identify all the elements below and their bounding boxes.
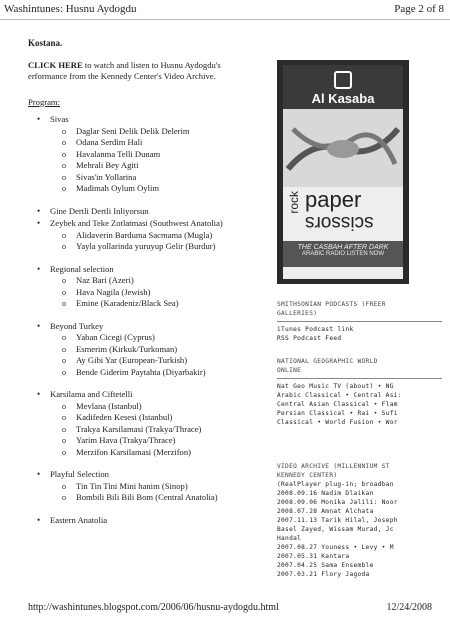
program-section [28, 114, 260, 195]
program-section [28, 321, 260, 379]
song-item [50, 183, 260, 195]
program-section [28, 206, 260, 218]
video-archive-line[interactable]: 2008.09.16 Nadim Dlaikan [277, 490, 374, 497]
song-title: Sivas'in Yollarina [76, 171, 137, 182]
hands-illustration-icon [283, 109, 403, 187]
song-list [50, 230, 260, 253]
song-item [50, 137, 260, 149]
circle-bullet-icon: o [62, 184, 66, 193]
video-archive-section [277, 462, 442, 579]
video-archive-line[interactable]: Handal [277, 535, 302, 542]
song-item [50, 275, 260, 287]
post-body [28, 38, 260, 527]
song-list [50, 332, 260, 378]
circle-bullet-icon: o [62, 138, 66, 147]
intro-text: to watch and listen to Husnu Aydogdu's erformance from the Kennedy Center's Video Archive. [28, 59, 221, 81]
song-item [50, 355, 260, 367]
song-title: Trakya Karsilamasi (Trakya/Thrace) [76, 423, 202, 434]
song-item [50, 367, 260, 379]
song-item [50, 435, 260, 447]
song-title: Merzifon Karsilamasi (Merzifon) [76, 446, 192, 457]
circle-bullet-icon: o [62, 242, 66, 251]
video-archive-line[interactable]: (RealPlayer plug-in; broadban [277, 481, 394, 488]
song-kostana: Kostana. [28, 38, 63, 48]
ad-paper-word: paper [305, 187, 362, 212]
circle-bullet-icon: o [62, 367, 66, 377]
program-section-title: Beyond Turkey [50, 320, 104, 331]
program-section [28, 515, 260, 527]
program-section-title: Eastern Anatolia [50, 514, 108, 525]
song-title: Madimah Oylum Oylim [76, 183, 160, 193]
section-gap [28, 459, 260, 469]
section-gap [28, 311, 260, 321]
circle-bullet-icon: o [62, 344, 66, 354]
bullet-icon: • [37, 389, 41, 399]
bullet-icon: • [37, 114, 41, 124]
video-archive-line[interactable]: 2007.04.25 Sama Ensemble [277, 562, 374, 569]
song-item [50, 401, 260, 413]
bullet-icon: • [37, 205, 41, 216]
circle-bullet-icon: o [62, 401, 66, 411]
natgeo-links-line[interactable]: Nat Geo Music TV (about) • NG [277, 383, 394, 390]
song-item [50, 412, 260, 424]
program-section-title: Gine Dertli Dertli Inliyorsun [50, 205, 149, 216]
intro-paragraph [28, 60, 260, 83]
song-title: Daglar Seni Delik Delik Delerim [76, 125, 190, 136]
song-title: Alidaverin Barduma Sacmama (Mugla) [76, 229, 213, 240]
circle-bullet-icon: o [62, 172, 66, 182]
bullet-icon: • [37, 263, 41, 274]
program-section [28, 469, 260, 504]
section-gap [28, 379, 260, 389]
song-item [50, 172, 260, 184]
song-list [50, 481, 260, 504]
ad-tagline [283, 241, 403, 267]
smithsonian-link[interactable]: iTunes Podcast link [277, 326, 354, 333]
video-archive-line[interactable]: 2007.11.13 Tarik Hilal, Joseph [277, 517, 398, 524]
song-item [50, 149, 260, 161]
ad-brand [283, 65, 403, 109]
circle-bullet-icon: o [62, 447, 66, 457]
al-kasaba-logo-icon [334, 71, 352, 89]
program-section-title: Regional selection [50, 263, 114, 274]
song-title: Tin Tin Tini Mini hanim (Sinop) [76, 480, 188, 491]
circle-bullet-icon: o [62, 276, 66, 285]
footer-date: 12/24/2008 [386, 602, 432, 613]
song-title: Mevlana (Istanbul) [76, 400, 142, 411]
bullet-icon: • [37, 514, 41, 525]
ad-artwork [283, 65, 403, 279]
program-section [28, 389, 260, 458]
song-title: Yarim Hava (Trakya/Thrace) [76, 435, 176, 445]
song-item [50, 287, 260, 299]
smithsonian-link[interactable]: RSS Podcast Feed [277, 335, 342, 342]
smithsonian-section [277, 300, 442, 343]
circle-bullet-icon: o [62, 436, 66, 445]
song-title: Esmerim (Kirkuk/Turkoman) [76, 343, 178, 354]
video-archive-line[interactable]: 2008.07.28 Amnat Alchata [277, 508, 374, 515]
program-section-title: Zeybek and Teke Zotlatmasi (Southwest Anatolia) [50, 218, 223, 228]
program-section [28, 218, 260, 253]
program-section-title: Playful Selection [50, 469, 109, 479]
natgeo-links-line[interactable]: Persian Classical • Rai • Sufi [277, 410, 398, 417]
video-archive-line[interactable]: 2007.05.31 Kantara [277, 553, 350, 560]
song-title: Naz Bari (Azeri) [76, 275, 134, 285]
circle-bullet-icon: o [62, 230, 66, 240]
video-archive-heading-2: KENNEDY CENTER) [277, 472, 338, 479]
video-archive-line[interactable]: 2007.08.27 Youness • Levy • M [277, 544, 394, 551]
section-gap [28, 505, 260, 515]
ad-brand-label: Al Kasaba [311, 91, 375, 106]
natgeo-heading-2: ONLINE [277, 367, 302, 374]
song-item [50, 230, 260, 242]
song-item [50, 126, 260, 138]
smithsonian-heading-1: SMITHSONIAN PODCASTS (FREER [277, 301, 386, 308]
page-number: Page 2 of 8 [394, 3, 444, 15]
bullet-icon: • [37, 320, 41, 331]
song-title: Ay Gibi Yar (European-Turkish) [76, 355, 188, 365]
ad-tagline-text: THE CASBAH AFTER DARK [297, 244, 389, 251]
song-item [50, 447, 260, 459]
video-archive-line[interactable]: 2007.03.21 Flory Jagoda [277, 571, 370, 578]
natgeo-links-line[interactable]: Arabic Classical • Central Asi: [277, 392, 402, 399]
song-title: Mehrali Bey Agiti [76, 160, 139, 170]
video-archive-line[interactable]: Basel Zayed, Wissam Murad, Jc [277, 526, 394, 533]
circle-bullet-icon: o [62, 356, 66, 365]
song-item [50, 424, 260, 436]
circle-bullet-icon: o [62, 299, 66, 308]
smithsonian-heading-2: GALLERIES) [277, 310, 318, 317]
program-section-title: Sivas [50, 114, 69, 124]
circle-bullet-icon: o [62, 333, 66, 342]
song-list [50, 126, 260, 195]
bullet-icon: • [37, 469, 41, 479]
song-item [50, 332, 260, 344]
footer-url: http://washintunes.blogspot.com/2006/06/husnu-aydogdu.html [28, 602, 279, 613]
song-title: Yayla yollarinda yuruyup Gelir (Burdur) [76, 241, 216, 251]
ad-scissors-word: scissors [305, 212, 374, 233]
bullet-icon: • [37, 218, 41, 228]
song-list [50, 275, 260, 310]
natgeo-links-line[interactable]: Classical • World Fusion • Wor [277, 419, 398, 426]
page-header-title: Washintunes: Husnu Aydogdu [4, 3, 137, 15]
circle-bullet-icon: o [62, 481, 66, 491]
video-archive-line[interactable]: 2008.09.06 Monika Jalili: Noor [277, 499, 398, 506]
song-title: Yaban Cicegi (Cyprus) [76, 332, 155, 342]
song-item [50, 241, 260, 253]
circle-bullet-icon: o [62, 287, 66, 297]
section-gap [28, 254, 260, 264]
ad-subtag-text: ARABIC RADIO LISTEN NOW [301, 251, 384, 257]
song-list [50, 401, 260, 459]
song-title: Hava Nagila (Jewish) [76, 286, 151, 297]
natgeo-links-line[interactable]: Central Asian Classical • Flam [277, 401, 398, 408]
song-item [50, 481, 260, 493]
program-heading: Program: [28, 96, 60, 107]
song-title: Emine (Karadeniz/Black Sea) [76, 298, 179, 308]
circle-bullet-icon: o [62, 424, 66, 434]
section-divider [277, 378, 442, 379]
natgeo-section [277, 357, 442, 427]
program-section [28, 264, 260, 310]
circle-bullet-icon: o [62, 161, 66, 170]
section-divider [277, 321, 442, 322]
circle-bullet-icon: o [62, 126, 66, 136]
song-title: Bende Giderim Paytahta (Diyarbakir) [76, 366, 206, 377]
ad-rock-word: rock [287, 191, 301, 214]
song-title: Havalanma Telli Dunam [76, 148, 161, 159]
header-divider [0, 19, 450, 20]
song-item [50, 160, 260, 172]
al-kasaba-ad-banner[interactable] [277, 60, 409, 284]
program-section-title: Karsilama and Ciftetelli [50, 389, 133, 399]
song-title: Odana Serdim Hali [76, 137, 143, 147]
song-item [50, 298, 260, 310]
circle-bullet-icon: o [62, 493, 66, 502]
song-item [50, 492, 260, 504]
song-title: Bombili Bili Bili Bom (Central Anatolia) [76, 492, 218, 502]
video-archive-heading-1: VIDEO ARCHIVE (MILLENNIUM ST [277, 463, 390, 470]
section-gap [28, 196, 260, 206]
song-title: Kadifeden Kesesi (Istanbul) [76, 412, 173, 422]
natgeo-heading-1: NATIONAL GEOGRAPHIC WORLD [277, 358, 378, 365]
hands-image [283, 109, 403, 187]
circle-bullet-icon: o [62, 149, 66, 159]
song-item [50, 344, 260, 356]
program-list [28, 114, 260, 526]
click-here-link[interactable]: CLICK HERE [28, 59, 83, 70]
circle-bullet-icon: o [62, 413, 66, 422]
